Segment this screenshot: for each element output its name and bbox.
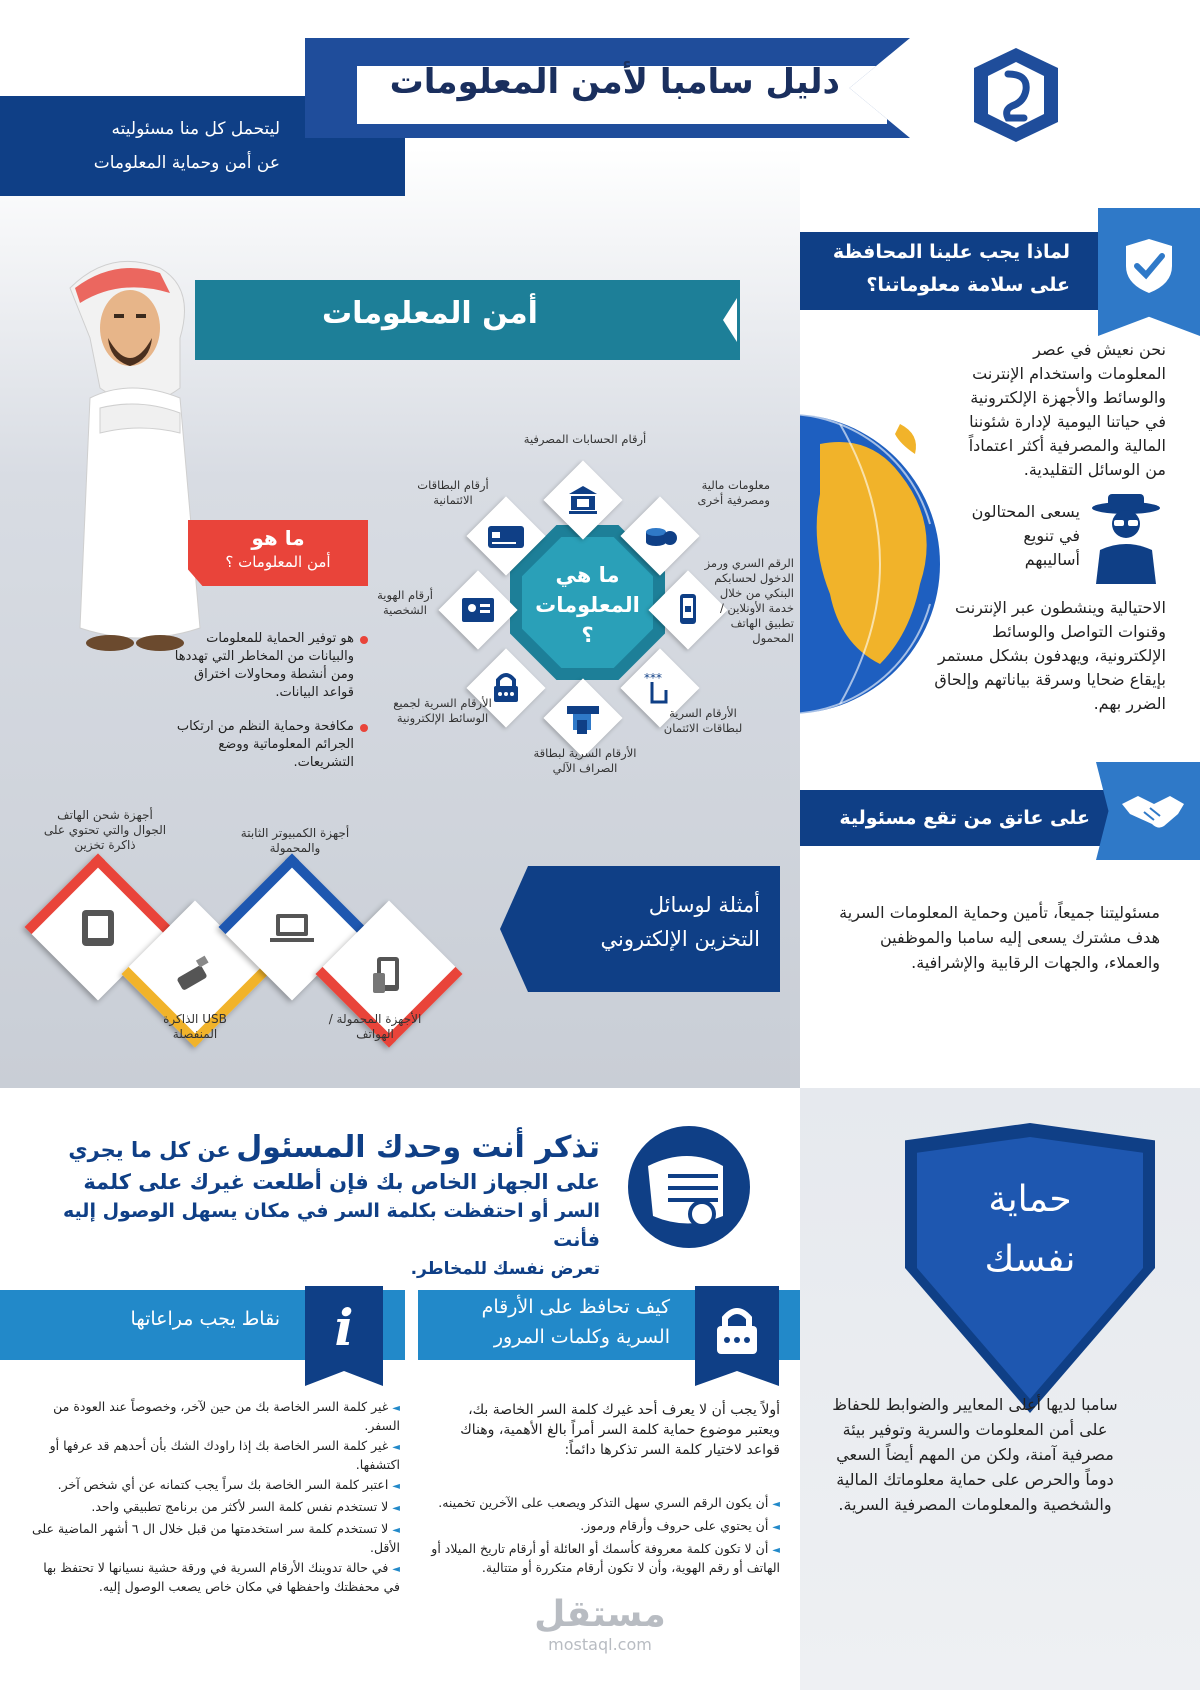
rule-3: أن لا تكون كلمة معروفة كأسمك أو العائلة أو أرقام تاريخ الميلاد أو الهاتف أو رقم الهوية، وأن لا تكون أرقام متكررة أو متتالية. (431, 1541, 780, 1575)
list-item: ◄ في حالة تدوينك الأرقام السرية في ورقة حشية نسيانها لا تحتفظ بها في محفظتك واحفظها في مكان خاص يصعب الوصول إليه. (43, 1560, 400, 1594)
remember-line-1-big: تذكر أنت وحدك المسئول (236, 1130, 600, 1165)
why-paragraph-1: نحن نعيش في عصر المعلومات واستخدام الإنترنت والوسائط والأجهزة الإلكترونية في حياتنا اليومية لإدارة شئوننا المالية والمصرفية أكثر اعتماداً من الوسائل التقليدية. (968, 340, 1166, 479)
tip-2: غير كلمة السر الخاصة بك إذا راودك الشك بأن أحدهم قد عرفها أو اكتشفها. (49, 1438, 400, 1472)
list-item: ◄ أن لا تكون كلمة معروفة كأسمك أو العائلة أو أرقام تاريخ الميلاد أو الهاتف أو رقم الهوية، وأن لا تكون أرقام متكررة أو متتالية. (431, 1541, 780, 1575)
what-is-title-line-1: ما هو (251, 526, 305, 550)
info-security-bullet-2: مكافحة وحماية النظم من ارتكاب الجرائم المعلوماتية ووضع التشريعات. (176, 719, 354, 770)
label-computers: أجهزة الكمبيوتر الثابتة والمحمولة (240, 826, 350, 855)
rule-2: أن يحتوي على حروف وأرقام ورموز. (580, 1518, 769, 1533)
what-is-title-line-2: أمن المعلومات ؟ (225, 553, 331, 571)
remember-line-3: السر أو احتفظت بكلمة السر في مكان يسهل الوصول إليه فأنت (63, 1200, 600, 1251)
passwords-title-line-2: السرية وكلمات المرور (493, 1326, 670, 1348)
responsibility-text: مسئوليتنا جميعاً، تأمين وحماية المعلومات السرية هدف مشترك يسعى إليه سامبا والموظفين والعملاء، والجهات الرقابية والإشرافية. (839, 903, 1160, 972)
octagon-title (522, 560, 653, 650)
why-title-line-1: لماذا يجب علينا المحافظة (832, 241, 1070, 263)
what-is-title (188, 526, 368, 574)
credit-card-icon (478, 508, 534, 564)
octagon-line-3: ؟ (581, 623, 594, 647)
label-charger: أجهزة شحن الهاتف الجوال والتي تحتوي على ذاكرة تخزين (43, 808, 167, 852)
label-online-pin: الرقم السري ورمز الدخول لحسابكم البنكي من خلال خدمة الأونلاين / تطبيق الهاتف المحمول (704, 556, 794, 645)
label-atm-pin: الأرقام السرية لبطاقة الصراف الآلي (533, 746, 637, 775)
why-paragraph-2a: يسعى المحتالون في تنويع أساليبهم (971, 502, 1080, 569)
tips-list (30, 1398, 400, 1595)
octagon-line-1: ما هي (555, 563, 620, 587)
passwords-title-line-1: كيف تحافظ على الأرقام (481, 1296, 670, 1318)
list-item: ◄ غير كلمة السر الخاصة بك من حين لآخر، وخصوصاً عند العودة من السفر. (53, 1399, 400, 1433)
saudi-man-illustration (30, 248, 250, 688)
bank-icon (555, 472, 611, 528)
tablet-phone-icon (359, 945, 419, 1005)
info-security-bullet-1: هو توفير الحماية للمعلومات والبيانات من المخاطر التي تهددها ومن أنشطة ومحاولات اختراق قواعد البيانات. (174, 631, 354, 700)
protect-title (905, 1170, 1155, 1290)
id-card-icon (450, 582, 506, 638)
label-credit-cards: أرقام البطاقات الائتمانية (417, 478, 489, 507)
tips-title: نقاط يجب مراعاتها (130, 1308, 280, 1330)
remember-line-4: تعرض نفسك للمخاطر. (410, 1259, 600, 1279)
subtitle-line-1: ليتحمل كل منا مسئوليته (111, 119, 280, 139)
label-financial-info: معلومات مالية ومصرفية أخرى (697, 478, 770, 507)
list-item: ◄ غير كلمة السر الخاصة بك إذا راودك الشك بأن أحدهم قد عرفها أو اكتشفها. (49, 1438, 400, 1472)
tip-3: اعتبر كلمة السر الخاصة بك سراً يجب كتمانه عن أي شخص آخر. (57, 1477, 389, 1492)
pointing-hand-icon (628, 1126, 750, 1248)
remember-text (30, 1128, 600, 1284)
passwords-title (430, 1292, 670, 1352)
tip-1: غير كلمة السر الخاصة بك من حين لآخر، وخصوصاً عند العودة من السفر. (53, 1399, 400, 1433)
list-item: ◄ أن يكون الرقم السري سهل التذكر ويصعب على الآخرين تخمينه. (438, 1495, 780, 1510)
watermark-arabic: مستقل (534, 1594, 666, 1635)
list-item: ◄ لا تستخدم كلمة سر استخدمتها من قبل خلال ال ٦ أشهر الماضية على الأقل. (31, 1521, 400, 1555)
why-title (800, 236, 1070, 302)
handshake-icon (1120, 790, 1186, 832)
info-icon: i (334, 1298, 354, 1357)
bullet-dot-2 (360, 724, 368, 732)
samba-logo-icon (968, 44, 1064, 146)
tip-5: لا تستخدم كلمة سر استخدمتها من قبل خلال ال ٦ أشهر الماضية على الأقل. (31, 1521, 400, 1555)
atm-card-icon (555, 690, 611, 746)
rule-1: أن يكون الرقم السري سهل التذكر ويصعب على الآخرين تخمينه. (438, 1495, 769, 1510)
storage-title-line-1: أمثلة لوسائل (648, 893, 760, 917)
ribbon-arrow-icon (683, 290, 743, 350)
hacker-icon (1086, 494, 1166, 584)
label-mobile-devices: الأجهزة المحمولة / الهواتف (328, 1012, 422, 1041)
label-credit-pin: الأرقام السرية لبطاقات الائتمان (663, 706, 743, 735)
why-paragraph-2b: الاحتيالية وينشطون عبر الإنترنت وقنوات التواصل والوسائط الإلكترونية، ويهدفون بشكل مستمر بإيقاع ضحايا وسرقة بياناتهم وإلحاق الضرر بهم. (934, 598, 1166, 713)
label-electronic-pin: الأرقام السرية لجميع الوسائط الإلكترونية (393, 696, 492, 725)
why-title-line-2: على سلامة معلوماتنا؟ (866, 274, 1070, 296)
svg-text:***: *** (644, 671, 662, 685)
usb-icon (165, 945, 225, 1005)
remember-line-2: على الجهاز الخاص بك فإن أطلعت غيرك على كلمة (83, 1170, 600, 1194)
protect-title-line-1: حماية (988, 1179, 1072, 1220)
protect-text: سامبا لديها أعلى المعايير والضوابط للحفاظ على أمن المعلومات والسرية وتوفير بيئة مصرفية آمنة، ولكن من المهم أيضاً السعي دوماً والحرص على حماية معلوماتك المالية والشخصية والمعلومات المصرفية السرية. (832, 1395, 1118, 1514)
watermark (520, 1595, 680, 1654)
passwords-intro: أولاً يجب أن لا يعرف أحد غيرك كلمة السر الخاصة بك، ويعتبر موضوع حماية كلمة السر أمراً بالغ الأهمية، وهناك قواعد لاختيار كلمة السر تذكرها دائماً: (460, 1402, 780, 1458)
tip-6: في حالة تدوينك الأرقام السرية في ورقة حشية نسيانها لا تحتفظ بها في محفظتك واحفظها في مكان خاص يصعب الوصول إليه. (43, 1560, 400, 1594)
protect-title-line-2: نفسك (984, 1239, 1076, 1280)
passwords-rules-list (420, 1494, 780, 1576)
octagon-line-2: المعلومات (535, 593, 640, 617)
info-security-title: أمن المعلومات (322, 296, 538, 331)
responsibility-title: على عاتق من تقع مسئولية (839, 807, 1090, 829)
label-national-id: أرقام الهوية الشخصية (377, 588, 433, 617)
page-title: دليل سامبا لأمن المعلومات (389, 62, 840, 102)
password-lock-icon (707, 1300, 767, 1360)
coins-icon (632, 508, 688, 564)
globe-icon (800, 344, 950, 784)
label-usb: USB الذاكرة المنفصلة (163, 1012, 227, 1041)
label-bank-accounts: أرقام الحسابات المصرفية (523, 432, 647, 446)
storage-title-line-2: التخزين الإلكتروني (600, 927, 760, 951)
storage-title (560, 888, 760, 956)
shield-check-icon (1122, 236, 1176, 296)
bullet-dot-1 (360, 636, 368, 644)
laptop-icon (262, 898, 322, 958)
list-item: ◄ لا تستخدم نفس كلمة السر لأكثر من برنامج تطبيقي واحد. (91, 1499, 400, 1514)
list-item: ◄ اعتبر كلمة السر الخاصة بك سراً يجب كتمانه عن أي شخص آخر. (57, 1477, 400, 1492)
list-item: ◄ أن يحتوي على حروف وأرقام ورموز. (580, 1518, 780, 1533)
phone-charger-icon (68, 898, 128, 958)
remember-line-1-rest: عن كل ما يجري (68, 1138, 231, 1162)
watermark-latin: mostaql.com (548, 1635, 652, 1654)
subtitle-line-2: عن أمن وحماية المعلومات (93, 153, 280, 173)
tip-4: لا تستخدم نفس كلمة السر لأكثر من برنامج تطبيقي واحد. (91, 1499, 389, 1514)
subtitle (40, 112, 280, 180)
